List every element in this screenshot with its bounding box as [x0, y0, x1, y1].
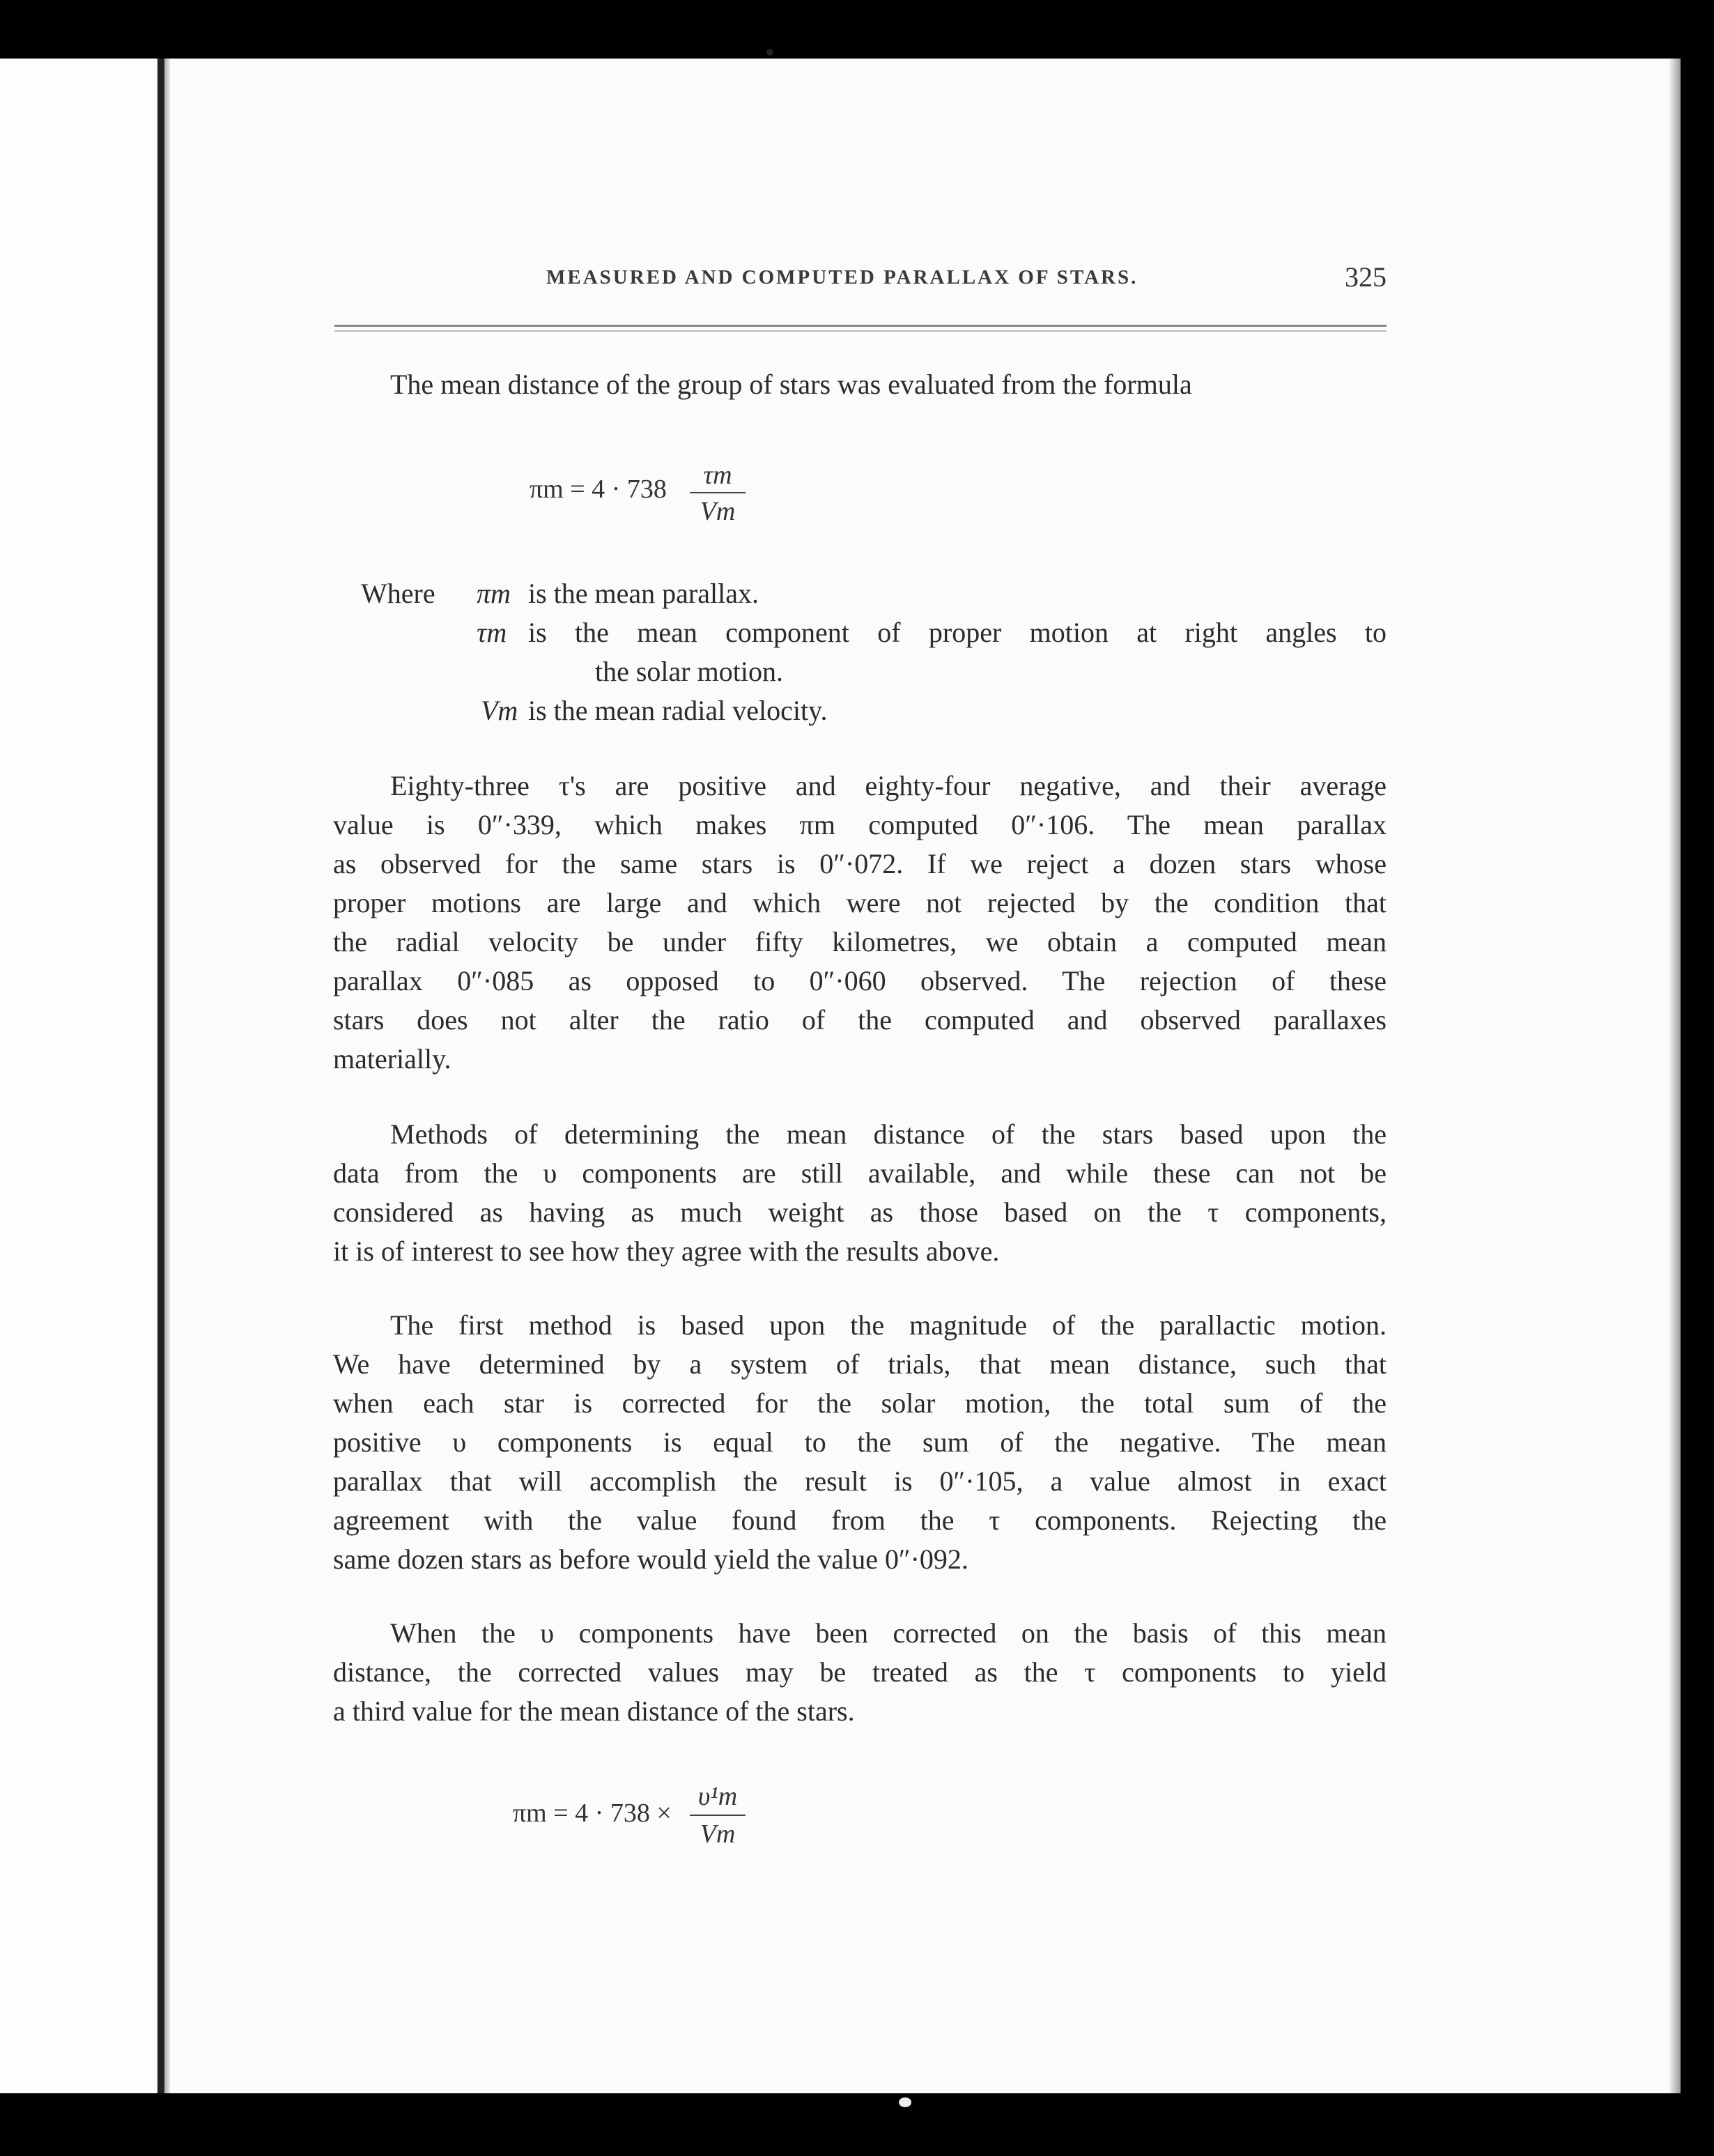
facing-page-margin: [0, 59, 157, 2093]
header-rule-secondary: [334, 330, 1387, 332]
paragraph4-line: When the υ components have been corrected on the basis of this mean: [390, 1617, 1387, 1649]
paragraph4-line: distance, the corrected values may be treated as the τ components to yield: [333, 1656, 1387, 1688]
formula2-fraction-bar: [690, 1815, 746, 1816]
paragraph3-line: We have determined by a system of trials, that mean distance, such that: [333, 1348, 1387, 1380]
definition-symbol: τm: [477, 617, 507, 648]
formula1-denominator: Vm: [700, 497, 736, 526]
definition-symbol: Vm: [481, 695, 518, 726]
paragraph3-line: when each star is corrected for the solar motion, the total sum of the: [333, 1387, 1387, 1419]
formula2-numerator: υ¹m: [697, 1782, 738, 1811]
paragraph3-line: positive υ components is equal to the sum of the negative. The mean: [333, 1426, 1387, 1458]
paragraph1-line: materially.: [333, 1043, 451, 1075]
formula1-numerator: τm: [703, 461, 732, 490]
page-number: 325: [1345, 261, 1387, 293]
definition-text: is the mean parallax.: [528, 578, 759, 609]
paragraph1-line: Eighty-three τ's are positive and eighty-four negative, and their average: [390, 770, 1387, 801]
intro-sentence: The mean distance of the group of stars was evaluated from the formula: [390, 369, 1192, 400]
formula1-fraction-bar: [690, 492, 746, 493]
where-label: Where: [361, 578, 435, 609]
running-title: MEASURED AND COMPUTED PARALLAX OF STARS.: [546, 266, 1138, 288]
paragraph3-line: same dozen stars as before would yield the value 0″·092.: [333, 1543, 968, 1575]
paragraph1-line: value is 0″·339, which makes πm computed 0″·106. The mean parallax: [333, 809, 1387, 840]
formula1-lhs: πm = 4 · 738: [530, 475, 667, 504]
paragraph2-line: Methods of determining the mean distance of the stars based upon the: [390, 1118, 1387, 1150]
definition-text: is the mean radial velocity.: [528, 695, 828, 726]
paragraph1-line: stars does not alter the ratio of the computed and observed parallaxes: [333, 1004, 1387, 1035]
formula2-lhs: πm = 4 · 738 ×: [513, 1799, 672, 1828]
header-rule: [334, 325, 1387, 327]
scan-speck: [766, 49, 773, 56]
paragraph4-line: a third value for the mean distance of the stars.: [333, 1695, 855, 1727]
paragraph3-line: The first method is based upon the magnitude of the parallactic motion.: [390, 1309, 1387, 1341]
paragraph1-line: as observed for the same stars is 0″·072. If we reject a dozen stars whose: [333, 848, 1387, 879]
paragraph2-line: considered as having as much weight as those based on the τ components,: [333, 1196, 1387, 1228]
spine-shadow: [157, 59, 164, 2093]
paragraph1-line: parallax 0″·085 as opposed to 0″·060 observed. The rejection of these: [333, 965, 1387, 996]
formula2-denominator: Vm: [700, 1819, 736, 1849]
page-outer-edge: [1669, 59, 1681, 2093]
paragraph2-line: data from the υ components are still available, and while these can not be: [333, 1157, 1387, 1189]
definition-symbol: πm: [477, 578, 511, 609]
paragraph3-line: agreement with the value found from the τ components. Rejecting the: [333, 1504, 1387, 1536]
paragraph1-line: the radial velocity be under fifty kilometres, we obtain a computed mean: [333, 926, 1387, 957]
definition-text: is the mean component of proper motion at right angles to: [528, 617, 1387, 648]
definition-text-continued: the solar motion.: [595, 656, 783, 687]
paragraph1-line: proper motions are large and which were not rejected by the condition that: [333, 887, 1387, 918]
paragraph3-line: parallax that will accomplish the result is 0″·105, a value almost in exact: [333, 1465, 1387, 1497]
scan-speck: [899, 2097, 911, 2107]
paragraph2-line: it is of interest to see how they agree with the results above.: [333, 1235, 1000, 1267]
